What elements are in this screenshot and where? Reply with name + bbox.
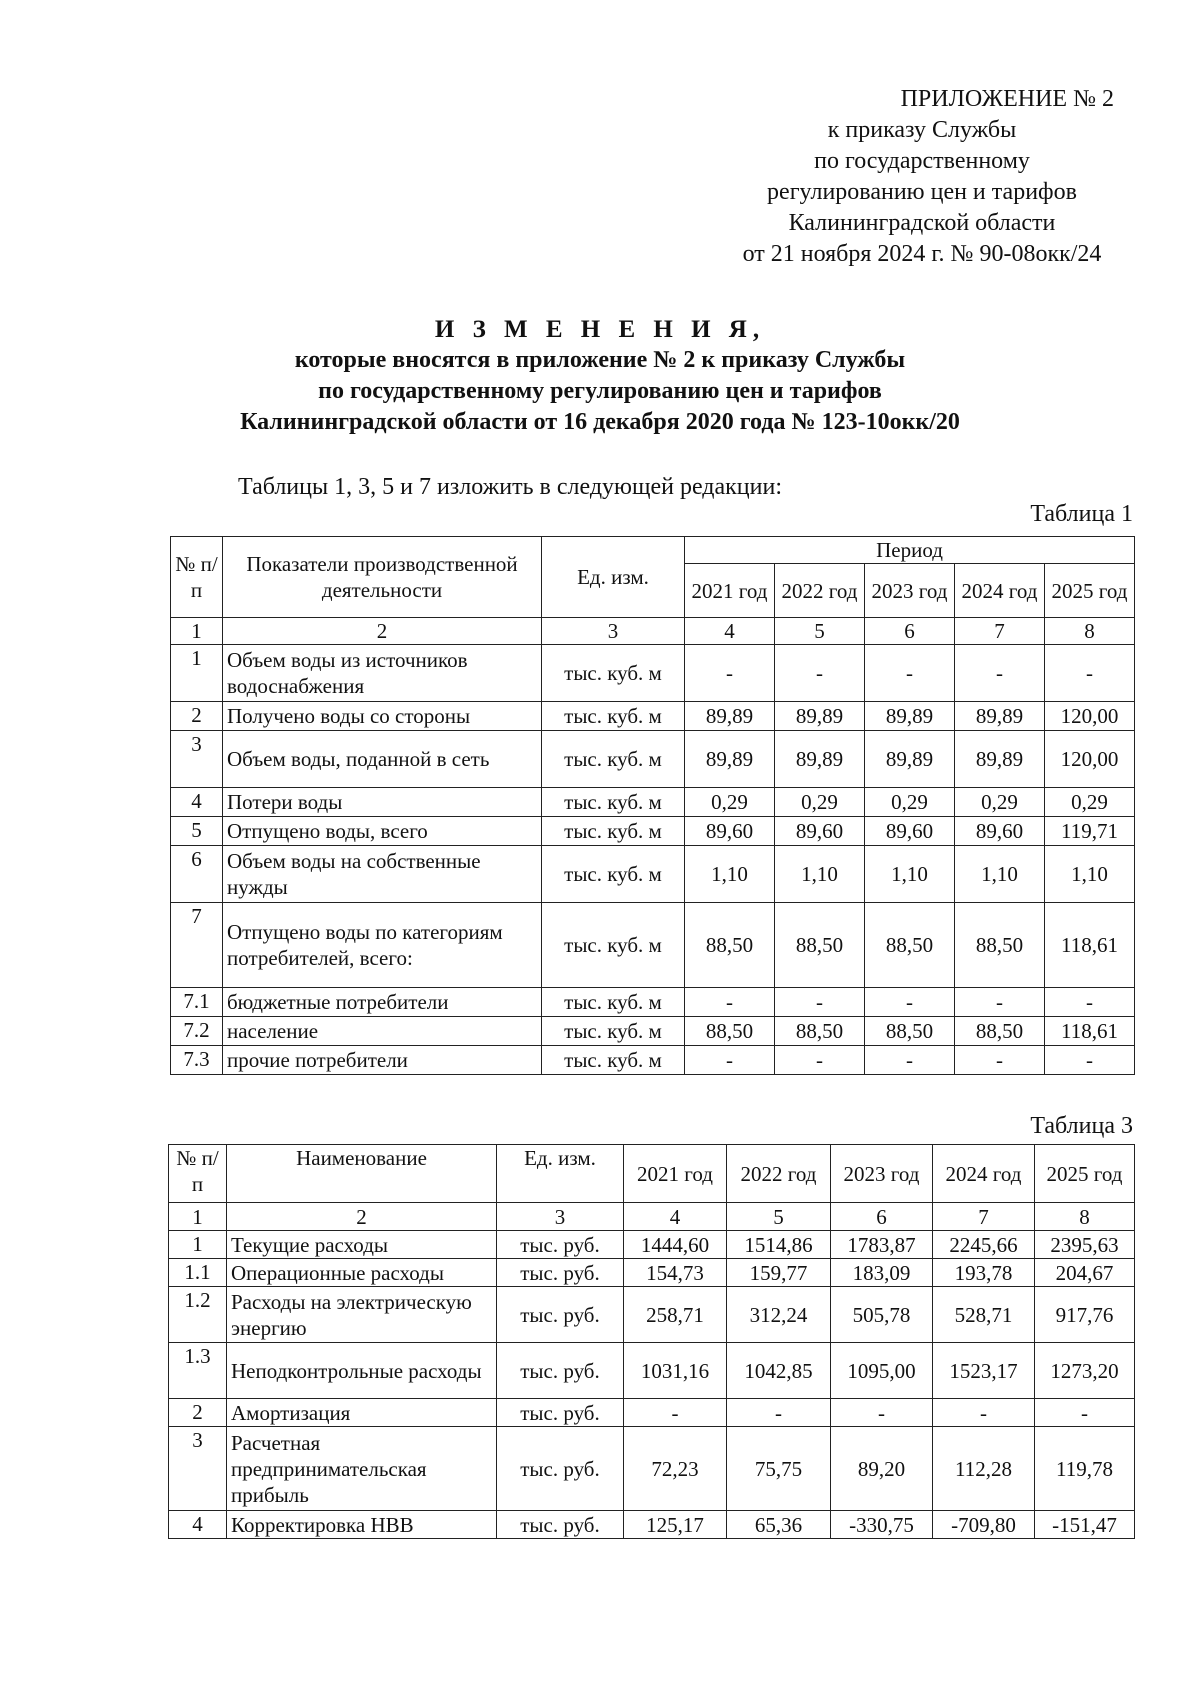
table-row (169, 1427, 1135, 1511)
row-value: 1,10 (775, 846, 865, 903)
appendix-line: Калининградской области (788, 210, 1056, 236)
row-unit: тыс. куб. м (542, 731, 685, 788)
row-value: 88,50 (955, 903, 1045, 988)
row-name: Отпущено воды, всего (223, 817, 542, 846)
row-value: -709,80 (933, 1511, 1035, 1539)
row-num: 7.2 (171, 1017, 223, 1046)
table-row (169, 1343, 1135, 1399)
row-num: 1 (169, 1231, 227, 1259)
row-unit: тыс. куб. м (542, 846, 685, 903)
appendix-line: регулированию цен и тарифов (767, 179, 1077, 205)
row-value: - (775, 645, 865, 702)
row-value: 72,23 (624, 1427, 727, 1511)
row-value: 505,78 (831, 1287, 933, 1343)
row-name: Расходы на электрическую энергию (227, 1287, 497, 1343)
row-value: 89,89 (775, 731, 865, 788)
row-value: - (933, 1399, 1035, 1427)
index-cell: 8 (1045, 618, 1135, 645)
table-row (171, 903, 1135, 988)
index-cell: 2 (227, 1203, 497, 1231)
row-value: 2395,63 (1035, 1231, 1135, 1259)
row-num: 2 (169, 1399, 227, 1427)
row-value: 89,20 (831, 1427, 933, 1511)
row-value: 89,89 (955, 731, 1045, 788)
row-name: Объем воды на собственные нужды (223, 846, 542, 903)
heading-line: Калининградской области от 16 декабря 2020 года № 123-10окк/20 (240, 409, 960, 435)
table-row (171, 817, 1135, 846)
row-unit: тыс. руб. (497, 1399, 624, 1427)
row-value: 89,60 (955, 817, 1045, 846)
table1-index-row (171, 618, 1135, 645)
row-value: 88,50 (955, 1017, 1045, 1046)
row-value: 1,10 (955, 846, 1045, 903)
table-row (171, 1017, 1135, 1046)
row-value: 120,00 (1045, 731, 1135, 788)
row-value: 65,36 (727, 1511, 831, 1539)
table-row (171, 988, 1135, 1017)
row-name: бюджетные потребители (223, 988, 542, 1017)
row-value: 119,71 (1045, 817, 1135, 846)
row-value: - (955, 988, 1045, 1017)
row-unit: тыс. руб. (497, 1427, 624, 1511)
table3-index-row (169, 1203, 1135, 1231)
row-value: 89,60 (865, 817, 955, 846)
table1-header-num: № п/п (171, 537, 223, 618)
row-num: 3 (171, 731, 223, 788)
row-value: 193,78 (933, 1259, 1035, 1287)
row-num: 6 (171, 846, 223, 903)
row-unit: тыс. руб. (497, 1343, 624, 1399)
table-row (171, 645, 1135, 702)
table1-header-unit: Ед. изм. (542, 537, 685, 618)
row-value: - (1045, 1046, 1135, 1075)
row-value: - (865, 645, 955, 702)
table3-header-year: 2023 год (831, 1145, 933, 1203)
row-unit: тыс. руб. (497, 1259, 624, 1287)
row-value: 0,29 (685, 788, 775, 817)
row-num: 1.2 (169, 1287, 227, 1343)
row-value: - (685, 988, 775, 1017)
row-value: 88,50 (685, 1017, 775, 1046)
row-name: Текущие расходы (227, 1231, 497, 1259)
table1-header-indicator: Показатели производственной деятельности (223, 537, 542, 618)
row-name: Операционные расходы (227, 1259, 497, 1287)
row-num: 2 (171, 702, 223, 731)
row-value: 89,60 (685, 817, 775, 846)
row-value: - (865, 988, 955, 1017)
heading-title: И З М Е Н Е Н И Я, (434, 316, 766, 343)
row-value: 0,29 (865, 788, 955, 817)
row-name: Объем воды из источников водоснабжения (223, 645, 542, 702)
row-name: Амортизация (227, 1399, 497, 1427)
row-value: 1095,00 (831, 1343, 933, 1399)
index-cell: 2 (223, 618, 542, 645)
row-value: 0,29 (1045, 788, 1135, 817)
row-unit: тыс. куб. м (542, 817, 685, 846)
appendix-line: ПРИЛОЖЕНИЕ № 2 (900, 86, 1114, 112)
row-value: 1,10 (865, 846, 955, 903)
row-value: 1,10 (1045, 846, 1135, 903)
table3-caption: Таблица 3 (1030, 1113, 1133, 1139)
row-unit: тыс. куб. м (542, 903, 685, 988)
table3 (168, 1144, 1135, 1539)
row-value: 88,50 (775, 1017, 865, 1046)
row-value: 88,50 (865, 1017, 955, 1046)
row-value: 528,71 (933, 1287, 1035, 1343)
table1-header-year: 2022 год (775, 564, 865, 618)
row-name: Объем воды, поданной в сеть (223, 731, 542, 788)
row-value: - (1045, 988, 1135, 1017)
row-value: 154,73 (624, 1259, 727, 1287)
index-cell: 4 (624, 1203, 727, 1231)
row-value: 1,10 (685, 846, 775, 903)
row-unit: тыс. куб. м (542, 988, 685, 1017)
row-name: Получено воды со стороны (223, 702, 542, 731)
row-num: 1 (171, 645, 223, 702)
row-value: 312,24 (727, 1287, 831, 1343)
table-row (171, 846, 1135, 903)
index-cell: 8 (1035, 1203, 1135, 1231)
row-num: 4 (169, 1511, 227, 1539)
index-cell: 3 (542, 618, 685, 645)
table1-caption: Таблица 1 (1030, 501, 1133, 527)
table1-header-year: 2023 год (865, 564, 955, 618)
appendix-line: к приказу Службы (827, 117, 1017, 143)
row-unit: тыс. руб. (497, 1231, 624, 1259)
row-value: 89,89 (685, 731, 775, 788)
row-name: население (223, 1017, 542, 1046)
row-name: прочие потребители (223, 1046, 542, 1075)
row-value: - (685, 645, 775, 702)
table3-header-unit: Ед. изм. (497, 1145, 624, 1203)
row-unit: тыс. куб. м (542, 702, 685, 731)
row-value: 88,50 (865, 903, 955, 988)
row-unit: тыс. руб. (497, 1287, 624, 1343)
row-unit: тыс. куб. м (542, 1046, 685, 1075)
index-cell: 5 (775, 618, 865, 645)
row-value: 1273,20 (1035, 1343, 1135, 1399)
row-value: 1042,85 (727, 1343, 831, 1399)
row-value: 0,29 (955, 788, 1045, 817)
row-name: Отпущено воды по категориям потребителей, всего: (223, 903, 542, 988)
row-value: 917,76 (1035, 1287, 1135, 1343)
row-value: 118,61 (1045, 903, 1135, 988)
index-cell: 6 (865, 618, 955, 645)
appendix-header (712, 84, 1132, 270)
table1-header-year: 2021 год (685, 564, 775, 618)
row-num: 7 (171, 903, 223, 988)
row-value: 120,00 (1045, 702, 1135, 731)
index-cell: 1 (171, 618, 223, 645)
row-unit: тыс. куб. м (542, 1017, 685, 1046)
row-value: 1523,17 (933, 1343, 1035, 1399)
table3-header-year: 2024 год (933, 1145, 1035, 1203)
row-value: 88,50 (685, 903, 775, 988)
table-row (171, 702, 1135, 731)
row-value: - (955, 1046, 1045, 1075)
table-row (169, 1231, 1135, 1259)
row-value: 183,09 (831, 1259, 933, 1287)
table3-header-year: 2025 год (1035, 1145, 1135, 1203)
row-value: -330,75 (831, 1511, 933, 1539)
row-value: 258,71 (624, 1287, 727, 1343)
row-num: 7.3 (171, 1046, 223, 1075)
row-value: 89,89 (685, 702, 775, 731)
index-cell: 4 (685, 618, 775, 645)
row-value: - (1035, 1399, 1135, 1427)
row-value: - (1045, 645, 1135, 702)
row-value: - (865, 1046, 955, 1075)
index-cell: 3 (497, 1203, 624, 1231)
row-value: 112,28 (933, 1427, 1035, 1511)
table1-header-year: 2024 год (955, 564, 1045, 618)
heading-line: которые вносятся в приложение № 2 к приказу Службы (294, 347, 906, 373)
row-num: 1.1 (169, 1259, 227, 1287)
row-unit: тыс. куб. м (542, 788, 685, 817)
row-value: 159,77 (727, 1259, 831, 1287)
row-value: 88,50 (775, 903, 865, 988)
table3-header-year: 2022 год (727, 1145, 831, 1203)
row-value: 2245,66 (933, 1231, 1035, 1259)
row-num: 1.3 (169, 1343, 227, 1399)
index-cell: 6 (831, 1203, 933, 1231)
row-name: Корректировка НВВ (227, 1511, 497, 1539)
table1 (170, 536, 1135, 1075)
row-num: 4 (171, 788, 223, 817)
table3-header-year: 2021 год (624, 1145, 727, 1203)
row-value: - (775, 988, 865, 1017)
row-value: 0,29 (775, 788, 865, 817)
row-num: 3 (169, 1427, 227, 1511)
table-row (169, 1287, 1135, 1343)
table-row (169, 1399, 1135, 1427)
row-value: 1031,16 (624, 1343, 727, 1399)
appendix-line: по государственному (814, 148, 1030, 174)
row-value: 1514,86 (727, 1231, 831, 1259)
heading-line: по государственному регулированию цен и тарифов (318, 378, 882, 404)
row-num: 7.1 (171, 988, 223, 1017)
table3-header-name: Наименование (227, 1145, 497, 1203)
row-num: 5 (171, 817, 223, 846)
row-name: Неподконтрольные расходы (227, 1343, 497, 1399)
table1-header-period: Период (685, 537, 1135, 564)
row-unit: тыс. руб. (497, 1511, 624, 1539)
row-value: 89,89 (955, 702, 1045, 731)
row-value: 89,60 (775, 817, 865, 846)
table-row (171, 731, 1135, 788)
row-value: 118,61 (1045, 1017, 1135, 1046)
row-value: 119,78 (1035, 1427, 1135, 1511)
row-value: 125,17 (624, 1511, 727, 1539)
table3-header-num: № п/п (169, 1145, 227, 1203)
row-value: - (685, 1046, 775, 1075)
row-value: - (955, 645, 1045, 702)
row-value: - (775, 1046, 865, 1075)
index-cell: 5 (727, 1203, 831, 1231)
table-row (171, 1046, 1135, 1075)
index-cell: 1 (169, 1203, 227, 1231)
row-value: 1783,87 (831, 1231, 933, 1259)
row-value: - (727, 1399, 831, 1427)
row-value: 1444,60 (624, 1231, 727, 1259)
row-value: - (831, 1399, 933, 1427)
appendix-line: от 21 ноября 2024 г. № 90-08окк/24 (742, 241, 1102, 267)
intro-text: Таблицы 1, 3, 5 и 7 изложить в следующей редакции: (238, 474, 782, 500)
table-row (171, 788, 1135, 817)
document-heading (150, 314, 1050, 438)
row-value: - (624, 1399, 727, 1427)
row-value: 89,89 (865, 702, 955, 731)
row-value: 75,75 (727, 1427, 831, 1511)
table-row (169, 1511, 1135, 1539)
table1-header-year: 2025 год (1045, 564, 1135, 618)
index-cell: 7 (933, 1203, 1035, 1231)
row-name: Расчетная предпринимательская прибыль (227, 1427, 497, 1511)
row-value: -151,47 (1035, 1511, 1135, 1539)
row-unit: тыс. куб. м (542, 645, 685, 702)
row-value: 89,89 (775, 702, 865, 731)
table-row (169, 1259, 1135, 1287)
row-name: Потери воды (223, 788, 542, 817)
index-cell: 7 (955, 618, 1045, 645)
row-value: 204,67 (1035, 1259, 1135, 1287)
row-value: 89,89 (865, 731, 955, 788)
